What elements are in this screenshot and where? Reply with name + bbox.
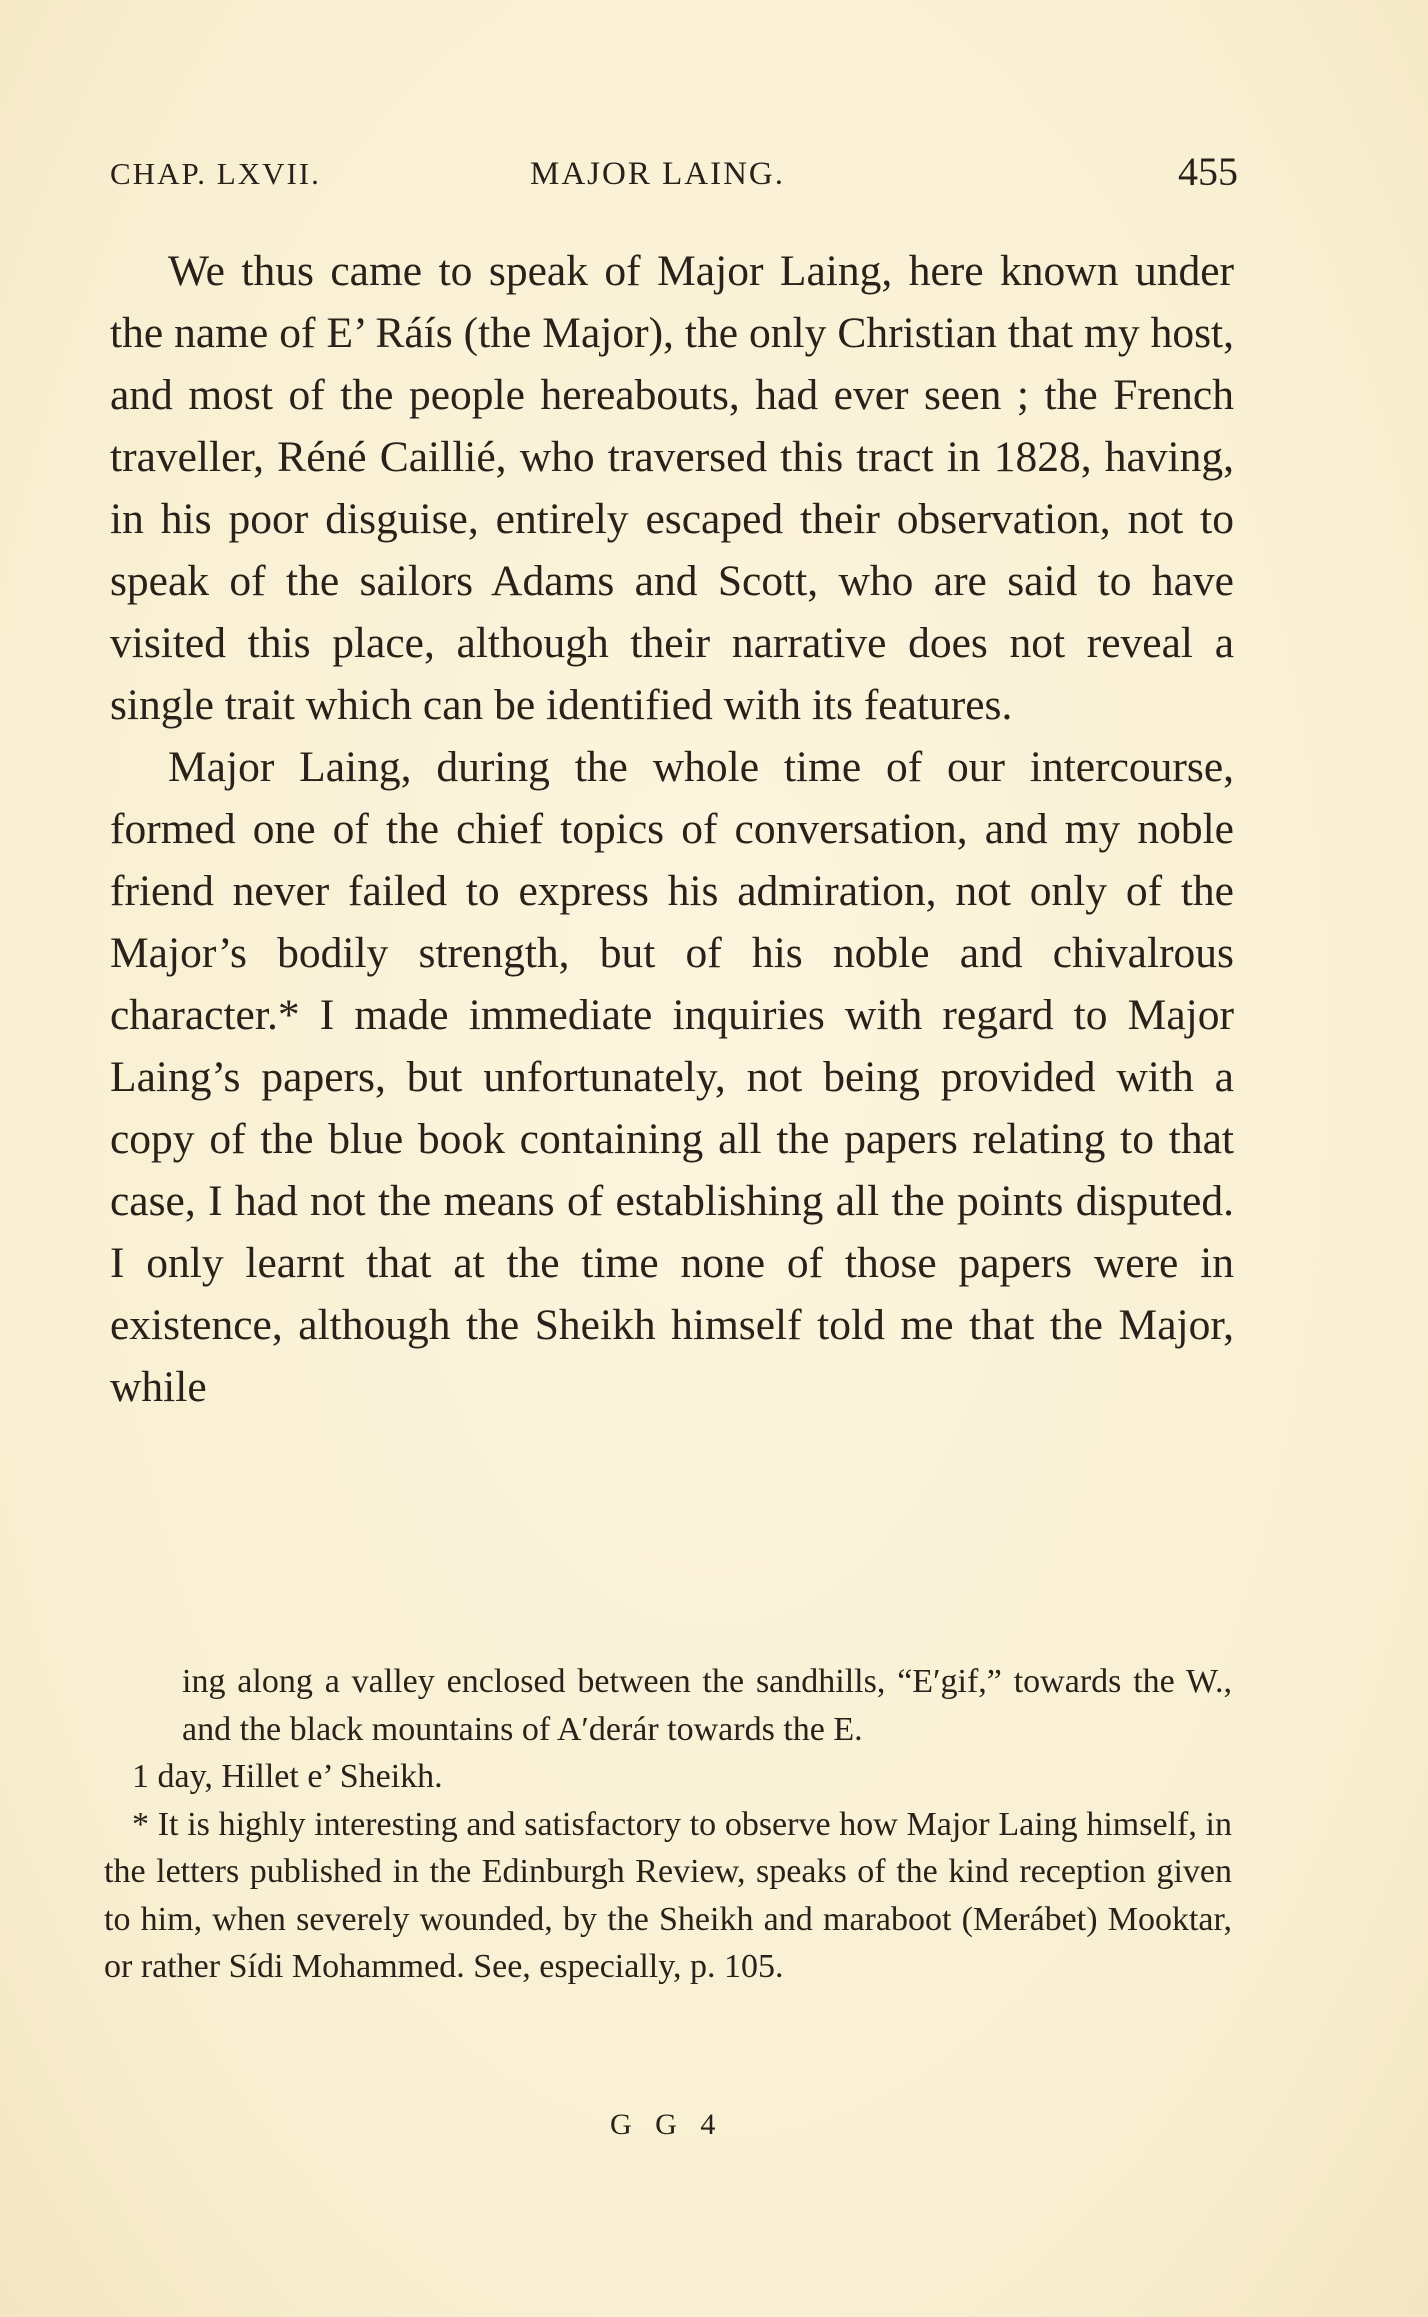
page-number: 455	[1178, 149, 1238, 194]
chapter-label: CHAP. LXVII.	[110, 156, 321, 191]
page-title: MAJOR LAING.	[530, 156, 785, 192]
paragraph: We thus came to speak of Major Laing, here known under the name of E’ Ráís (the Major), the only Christian that my host, and most of the people hereabouts, had ever seen ; the French traveller, Réné Caillié, who traversed this tract in 1828, having, in his poor disguise, entirely escaped their observation, not to speak of the sailors Adams and Scott, who are said to have visited this place, although their narrative does not reveal a single trait which can be identified with its features.	[110, 247, 1234, 729]
footnote-star: * It is highly interesting and satisfactory to observe how Major Laing himself, in the letters published in the Edinburgh Review, speaks of the kind reception given to him, when severely wounded, by the Sheikh and maraboot (Merábet) Mooktar, or rather Sídi Mohammed. See, especially, p. 105.	[104, 1805, 1232, 1985]
footnote-itinerary: 1 day, Hillet e’ Sheikh.	[132, 1758, 443, 1795]
running-head	[110, 148, 1238, 208]
signature-mark: G G 4	[610, 2108, 724, 2141]
body-text	[110, 240, 1234, 1418]
footnote-continued: ing along a valley enclosed between the sandhills, “E′gif,” towards the W., and the black mountains of A′derár towards the E.	[182, 1663, 1232, 1748]
footnotes	[104, 1658, 1232, 1991]
paragraph: Major Laing, during the whole time of our intercourse, formed one of the chief topics of conversation, and my noble friend never failed to express his admiration, not only of the Major’s bodily strength, but of his noble and chivalrous character.* I made immediate inquiries with regard to Major Laing’s papers, but unfortunately, not being provided with a copy of the blue book containing all the papers relating to that case, I had not the means of establishing all the points disputed. I only learnt that at the time none of those papers were in existence, although the Sheikh himself told me that the Major, while	[110, 743, 1234, 1411]
